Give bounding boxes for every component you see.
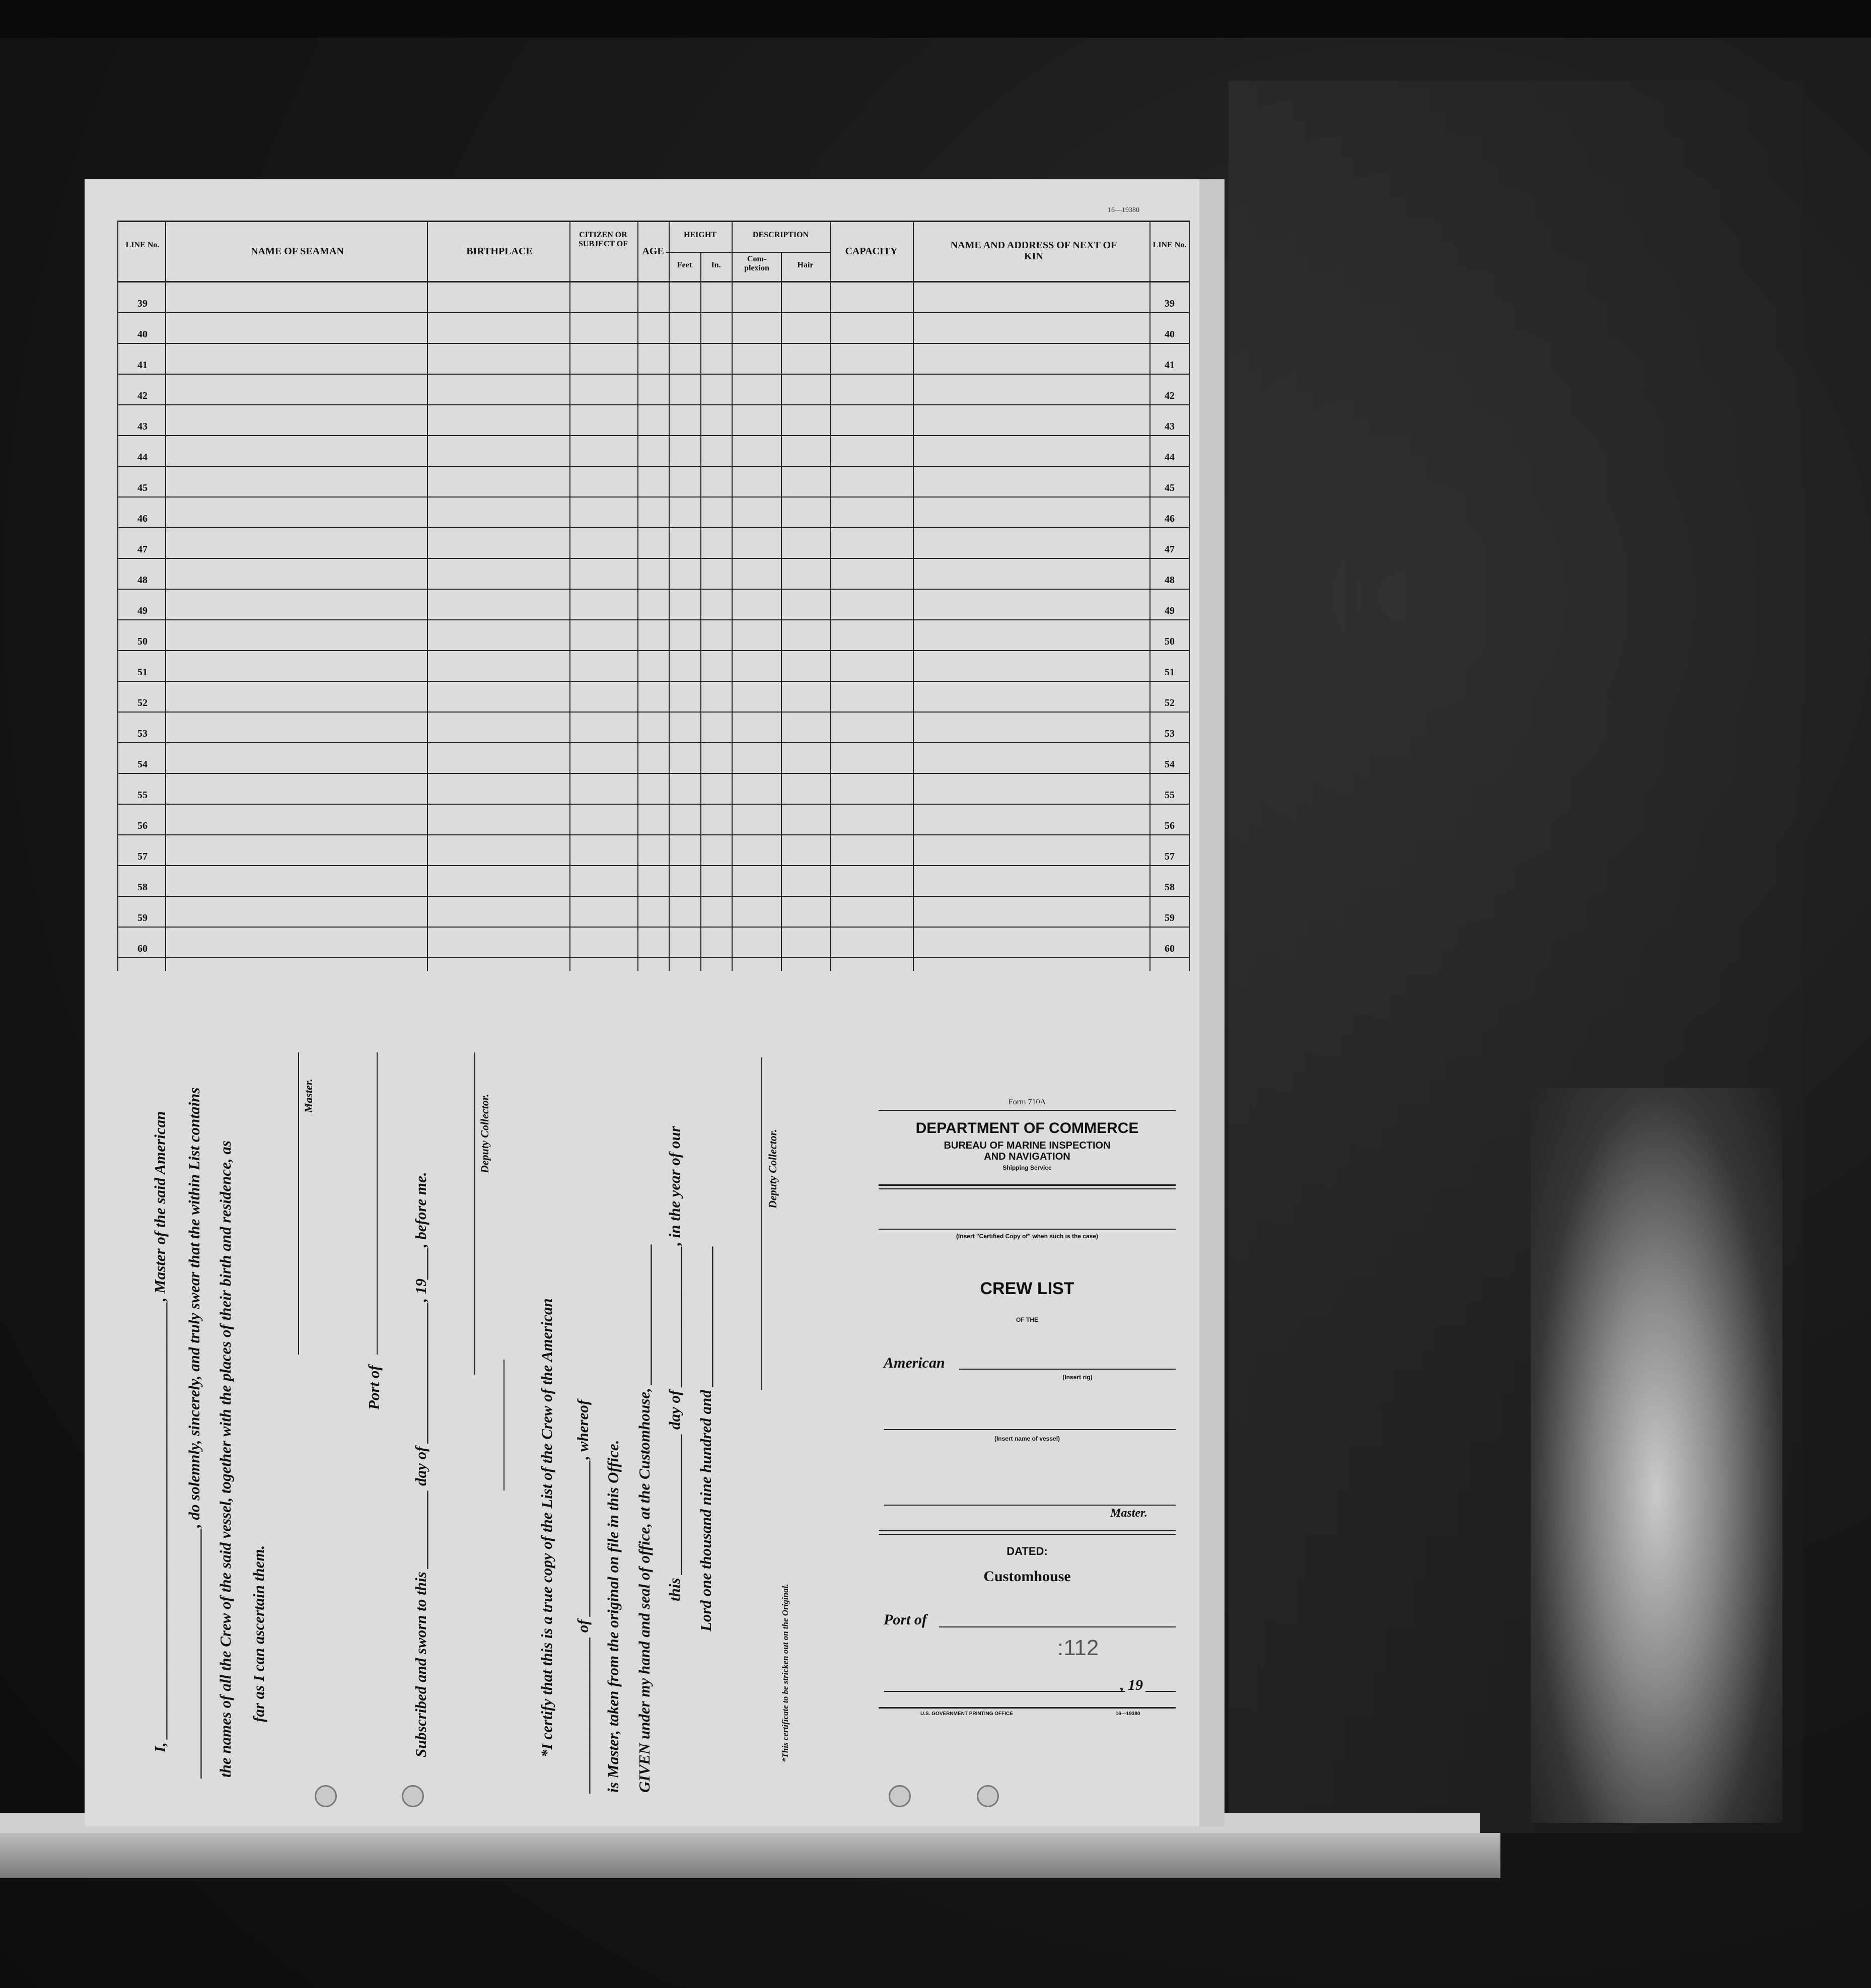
punch-hole xyxy=(402,1785,424,1807)
certificate-line-3: is Master, taken from the original on file in this Office. xyxy=(604,1440,622,1793)
row-number-left: 43 xyxy=(137,421,148,432)
row-rule xyxy=(117,558,1190,559)
docket-printing-number: 16—19380 xyxy=(1115,1711,1140,1717)
header-age: AGE xyxy=(642,246,664,257)
docket-vessel-line xyxy=(884,1429,1176,1430)
row-number-left: 40 xyxy=(137,329,148,340)
punch-hole xyxy=(977,1785,999,1807)
pencil-annotation: :112 xyxy=(1057,1636,1099,1660)
sworn-line: Subscribed and sworn to this __________ day of __________________, 19____, before me. xyxy=(412,1172,429,1757)
row-number-left: 39 xyxy=(137,298,148,309)
punch-hole xyxy=(315,1785,337,1807)
row-number-left: 53 xyxy=(137,728,148,739)
row-number-left: 58 xyxy=(137,882,148,893)
docket-american: American xyxy=(884,1355,945,1371)
row-number-right: 55 xyxy=(1165,790,1175,801)
row-number-right: 47 xyxy=(1165,544,1175,555)
header-complexion: Com- plexion xyxy=(744,255,769,272)
header-citizen: CITIZEN OR SUBJECT OF xyxy=(579,231,628,248)
docket-year: , 19 xyxy=(1120,1677,1143,1693)
row-number-right: 51 xyxy=(1165,667,1175,678)
docket-of-the: OF THE xyxy=(1016,1316,1038,1323)
punch-hole xyxy=(889,1785,911,1807)
table-header-rule xyxy=(117,281,1190,282)
deputy-signature-line-2 xyxy=(761,1057,762,1390)
certificate-footnote: *This certificate to be stricken out on the Original. xyxy=(780,1584,790,1762)
header-next-of-kin: NAME AND ADDRESS OF NEXT OF KIN xyxy=(950,240,1117,262)
header-inches: In. xyxy=(711,261,721,269)
row-rule xyxy=(117,343,1190,344)
certificate-line-4: GIVEN under my hand and seal of office, at the Customhouse, __________________ xyxy=(635,1243,653,1793)
row-number-left: 48 xyxy=(137,575,148,586)
docket-shipping-service: Shipping Service xyxy=(1002,1164,1052,1171)
row-number-left: 54 xyxy=(137,759,148,770)
row-rule xyxy=(117,466,1190,467)
paper-edge xyxy=(1199,179,1225,1826)
row-rule xyxy=(117,404,1190,405)
row-number-right: 40 xyxy=(1165,329,1175,340)
col-rule xyxy=(700,252,701,971)
row-rule xyxy=(117,896,1190,897)
row-number-right: 53 xyxy=(1165,728,1175,739)
master-signature-line xyxy=(298,1052,299,1355)
header-description: DESCRIPTION xyxy=(752,231,809,239)
header-capacity: CAPACITY xyxy=(845,246,898,257)
table-top-rule xyxy=(117,221,1190,222)
docket-rule xyxy=(879,1188,1176,1189)
row-number-right: 60 xyxy=(1165,943,1175,954)
docket-rig-line xyxy=(959,1369,1176,1370)
docket-insert-certified: (Insert "Certified Copy of" when such is the case) xyxy=(956,1233,1099,1240)
col-rule xyxy=(637,221,638,971)
master-label: Master. xyxy=(302,1079,315,1113)
docket-year-line xyxy=(1145,1691,1176,1692)
height-subrule xyxy=(666,252,696,253)
row-number-right: 58 xyxy=(1165,882,1175,893)
row-rule xyxy=(117,681,1190,682)
docket-master: Master. xyxy=(1110,1507,1148,1520)
row-rule xyxy=(117,804,1190,805)
row-number-left: 52 xyxy=(137,697,148,708)
row-rule xyxy=(117,712,1190,713)
plastic-glare xyxy=(1531,1088,1782,1823)
row-number-right: 59 xyxy=(1165,912,1175,924)
row-rule xyxy=(117,589,1190,590)
form-number: 16—19380 xyxy=(1108,206,1139,214)
row-number-left: 41 xyxy=(137,360,148,371)
certificate-line-5: this __________________ day of __________________, in the year of our xyxy=(666,1126,683,1601)
film-top-band xyxy=(0,0,1871,38)
docket-date-line xyxy=(884,1691,1125,1692)
col-rule xyxy=(913,221,914,971)
col-rule xyxy=(427,221,428,971)
row-number-right: 45 xyxy=(1165,482,1175,493)
docket-rule xyxy=(879,1707,1176,1709)
docket-rule xyxy=(879,1110,1176,1111)
oath-line-2: ________________________________, do solemnly, sincerely, and truly swear that the within List contains xyxy=(185,1087,203,1778)
row-number-left: 45 xyxy=(137,482,148,493)
oath-line-3: the names of all the Crew of the said vessel, together with the places of their birth and residence, as xyxy=(217,1141,234,1778)
row-rule xyxy=(117,374,1190,375)
row-number-left: 49 xyxy=(137,605,148,616)
row-rule xyxy=(117,527,1190,528)
docket-panel xyxy=(879,1098,1176,1722)
row-number-right: 41 xyxy=(1165,360,1175,371)
deputy-signature-line xyxy=(474,1052,475,1375)
docket-port-line xyxy=(939,1626,1176,1627)
row-number-right: 50 xyxy=(1165,636,1175,647)
certificate-line-2: ____________________ of ____________________, whereof xyxy=(574,1399,592,1793)
row-number-left: 60 xyxy=(137,943,148,954)
docket-and-navigation: AND NAVIGATION xyxy=(984,1151,1070,1162)
row-number-left: 59 xyxy=(137,912,148,924)
row-number-left: 47 xyxy=(137,544,148,555)
header-name-of-seaman: NAME OF SEAMAN xyxy=(251,246,344,257)
row-rule xyxy=(117,834,1190,835)
col-rule xyxy=(781,252,782,971)
docket-dated: DATED: xyxy=(1006,1545,1048,1557)
row-number-right: 52 xyxy=(1165,697,1175,708)
row-rule xyxy=(117,312,1190,313)
docket-crew-list: CREW LIST xyxy=(980,1279,1074,1298)
docket-insert-vessel: (Insert name of vessel) xyxy=(994,1435,1060,1442)
header-birthplace: BIRTHPLACE xyxy=(466,246,533,257)
row-number-right: 46 xyxy=(1165,513,1175,524)
crew-table xyxy=(117,221,1190,971)
row-number-right: 42 xyxy=(1165,390,1175,401)
oath-line-1: I, ________________________________________________________, Master of the said American xyxy=(151,1111,169,1752)
header-line-no: LINE No. xyxy=(125,241,160,249)
underlying-sheets xyxy=(0,1833,1500,1878)
col-rule xyxy=(669,221,670,971)
col-rule xyxy=(830,221,831,971)
col-rule xyxy=(569,221,570,971)
row-number-right: 56 xyxy=(1165,820,1175,831)
row-number-right: 43 xyxy=(1165,421,1175,432)
row-number-left: 42 xyxy=(137,390,148,401)
col-rule xyxy=(117,221,118,971)
docket-rule xyxy=(879,1184,1176,1186)
row-rule xyxy=(117,773,1190,774)
col-rule xyxy=(732,221,733,971)
deputy-collector-label-2: Deputy Collector. xyxy=(766,1129,779,1209)
row-number-right: 54 xyxy=(1165,759,1175,770)
port-line xyxy=(377,1052,378,1355)
row-number-left: 55 xyxy=(137,790,148,801)
description-subrule xyxy=(696,252,830,253)
deputy-collector-label: Deputy Collector. xyxy=(478,1094,491,1173)
docket-master-line xyxy=(884,1505,1176,1506)
docket-rule xyxy=(879,1530,1176,1531)
docket-port-of: Port of xyxy=(884,1611,927,1628)
row-rule xyxy=(117,650,1190,651)
row-number-right: 48 xyxy=(1165,575,1175,586)
row-number-right: 39 xyxy=(1165,298,1175,309)
header-height: HEIGHT xyxy=(684,231,716,239)
row-number-left: 51 xyxy=(137,667,148,678)
docket-printing-office: U.S. GOVERNMENT PRINTING OFFICE xyxy=(920,1711,1013,1717)
docket-form-number: Form 710A xyxy=(1008,1098,1046,1106)
docket-bureau: BUREAU OF MARINE INSPECTION xyxy=(944,1140,1111,1151)
row-number-left: 57 xyxy=(137,851,148,862)
header-feet: Feet xyxy=(677,261,692,269)
col-rule xyxy=(165,221,166,971)
row-rule xyxy=(117,957,1190,958)
row-number-right: 57 xyxy=(1165,851,1175,862)
row-rule xyxy=(117,927,1190,928)
docket-insert-rig: (Insert rig) xyxy=(1062,1374,1093,1381)
row-number-right: 44 xyxy=(1165,452,1175,463)
row-number-right: 49 xyxy=(1165,605,1175,616)
port-of-label: Port of xyxy=(365,1365,383,1410)
short-rule xyxy=(503,1360,505,1490)
docket-department: DEPARTMENT OF COMMERCE xyxy=(915,1120,1139,1137)
header-hair: Hair xyxy=(797,261,814,269)
row-number-left: 56 xyxy=(137,820,148,831)
row-rule xyxy=(117,865,1190,866)
header-line-no-right: LINE No. xyxy=(1153,241,1187,249)
row-rule xyxy=(117,496,1190,498)
certificate-line-1: *I certify that this is a true copy of the List of the Crew of the American xyxy=(538,1298,555,1757)
docket-customhouse: Customhouse xyxy=(983,1568,1071,1585)
row-rule xyxy=(117,619,1190,620)
row-number-left: 46 xyxy=(137,513,148,524)
row-number-left: 50 xyxy=(137,636,148,647)
oath-line-4: far as I can ascertain them. xyxy=(250,1545,267,1722)
docket-blank-line xyxy=(879,1229,1176,1230)
row-rule xyxy=(117,435,1190,436)
certificate-line-6: Lord one thousand nine hundred and __________________ xyxy=(697,1245,714,1631)
docket-rule xyxy=(879,1534,1176,1535)
row-rule xyxy=(117,742,1190,743)
row-number-left: 44 xyxy=(137,452,148,463)
